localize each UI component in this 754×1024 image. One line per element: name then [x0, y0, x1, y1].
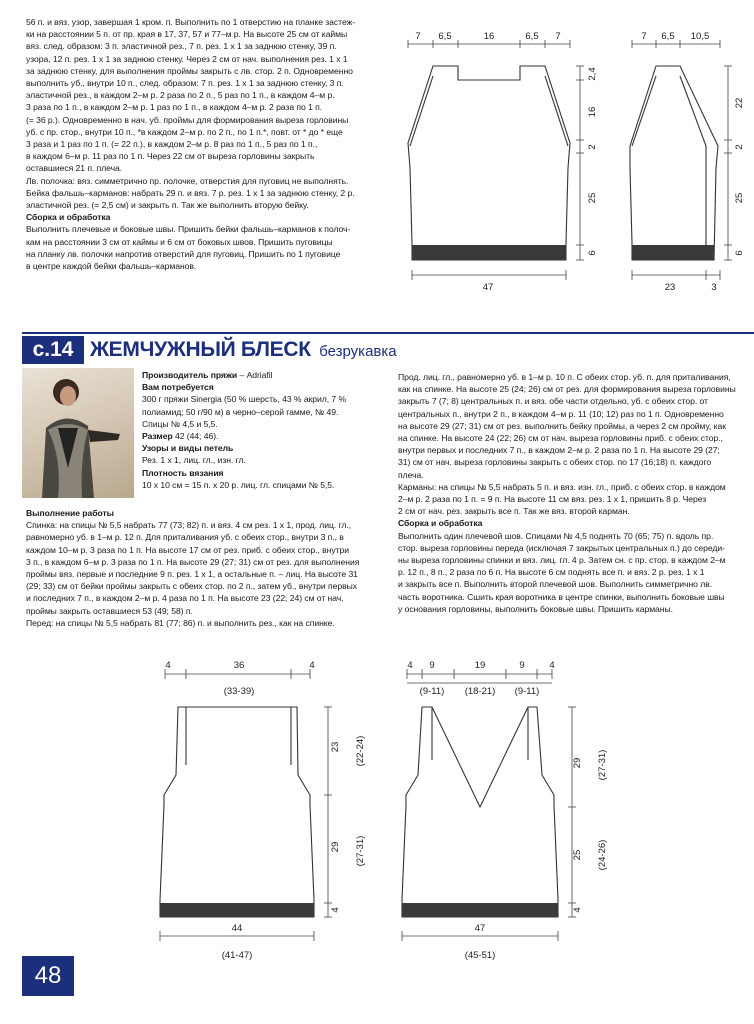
text-line: Перед: на спицы № 5,5 набрать 81 (77; 86) п. и выполнить рез., как на спинке.: [26, 617, 335, 628]
patterns-label: Узоры и виды петель: [142, 443, 234, 454]
front-top-dim-1: 7: [641, 31, 647, 42]
text-line: в каждом 6–м р. 11 раз по 1 п. Через 22 см от выреза горловины закрыть: [26, 151, 315, 162]
text-line: на спинке. На высоте 24 (22; 26) см от нач. выреза горловины приб. с обеих стор.,: [398, 433, 723, 444]
model-figure: [22, 368, 134, 498]
text-line: вяз. след. образом: 3 п. эластичной рез., 7 п. рез. 1 х 1 за заднюю стенку, 39 п.: [26, 41, 337, 52]
top-assembly-heading: Сборка и обработка: [26, 212, 111, 223]
schema-top-front: [620, 28, 754, 303]
size-label: Размер: [142, 431, 173, 442]
back-top-dim-1: 7: [415, 31, 421, 42]
text-line: как на спинке. На высоте 25 (24; 26) см от рез. для формирования выреза горловины: [398, 384, 736, 395]
back-bottom-dim: 47: [482, 282, 494, 293]
section-rule: [22, 332, 754, 334]
maker-value: – Adriafil: [237, 370, 273, 380]
back-top-w3: 4: [309, 660, 315, 671]
title-row: [90, 336, 397, 364]
text-line: проймы вяз. первые и последние 9 п. рез. 1 х 1, а остальные п. – лиц. На высоте 31: [26, 569, 358, 580]
front-top-w4: 9: [519, 660, 525, 671]
back-right-dim-4: 25: [587, 192, 598, 204]
text-line: 3 раза по 1 п., в каждом 2–м р. 1 раз по 1 п., в каждом 4–м р. 2 раза по 1 п.: [26, 102, 323, 113]
text-line: стор. выреза горловины переда (исключая 7 закрытых центральных п.) до середи-: [398, 542, 725, 553]
density-value: 10 х 10 см = 15 п. х 20 р. лиц. гл. спицами № 5,5.: [142, 479, 335, 490]
page-ref-box: [22, 336, 84, 364]
front-right-sub1: (27-31): [597, 749, 608, 781]
text-line: и последних 7 п., в каждом 2–м р. 4 раза по 1 п. На высоте 23 (22; 24) см от нач.: [26, 593, 344, 604]
text-line: выполнить уб., внутри 10 п., след. образом: 7 п. рез. 1 х 1 за заднюю стенку, 3 п.: [26, 78, 344, 89]
front-bottom-dim-1: 23: [664, 282, 676, 293]
text-line: плеча.: [398, 469, 424, 480]
front-top-w3: 19: [474, 660, 486, 671]
front-bottom-dim-2: 3: [711, 282, 717, 293]
text-line: проймы закрыть оставшиеся 53 (49; 58) п.: [26, 605, 193, 616]
text-line: Прод. лиц. гл., равномерно уб. в 1–м р. 10 п. С обеих стор. уб. п. для приталивания,: [398, 372, 731, 382]
page-number-box: [22, 956, 74, 996]
back-bottom-sub: (41-47): [221, 950, 253, 961]
front-right-dim-4: 6: [734, 250, 745, 256]
text-line: узора, 12 п. рез. 1 х 1 за заднюю стенку. Через 2 см от нач. выполнения рез. 1 х 1: [26, 53, 348, 64]
text-line: Выполнить плечевые и боковые швы. Пришить бейки фальшь–карманов к полоч-: [26, 224, 351, 235]
right-lines: [398, 371, 754, 517]
front-bottom-w: 47: [474, 923, 486, 934]
text-line: Лв. полочка: вяз. симметрично пр. полочке, отверстия для пуговиц не выполнять.: [26, 175, 349, 186]
back-top-w1: 4: [165, 660, 171, 671]
text-line: закрыть 7 (7; 8) центральных п. и вяз. обе части отдельно, уб. с обеих стор. от: [398, 396, 708, 407]
text-line: оставшиеся 21 п. плеча.: [26, 163, 123, 174]
need-lines: [142, 393, 394, 430]
front-top-w2: 9: [429, 660, 435, 671]
front-top-w5: 4: [549, 660, 555, 671]
density-label: Плотность вязания: [142, 467, 224, 478]
text-line: уб. с пр. стор., внутри 10 п., *в каждом 2–м р. по 2 п., по 1 п.*, повт. от * до * еще: [26, 126, 343, 137]
back-top-dim-4: 6,5: [525, 31, 539, 42]
text-line: полиамид; 50 г/90 м) в черно–серой гамме, № 49.: [142, 406, 339, 417]
front-right-h3: 4: [572, 907, 583, 913]
back-right-dim-5: 6: [587, 250, 598, 256]
text-line: 300 г пряжи Sinergia (50 % шерсть, 43 % акрил, 7 %: [142, 394, 347, 405]
text-line: Бейка фальшь–карманов: набрать 29 п. и вяз. 7 р. рез. 1 х 1 за заднюю стенку, 2 р.: [26, 187, 355, 198]
maker-label: Производитель пряжи: [142, 370, 238, 380]
back-top-dim-5: 7: [555, 31, 561, 42]
front-right-h2: 25: [572, 849, 583, 861]
back-right-dim-2: 16: [587, 106, 598, 118]
size-value: 42 (44; 46).: [172, 431, 219, 442]
back-right-dim-3: 2: [587, 144, 598, 150]
right-assembly-lines: [398, 530, 754, 615]
text-line: равномерно уб. в 1–м р. 12 п. Для приталивания уб. с обеих стор., внутри 3 п., в: [26, 532, 344, 543]
text-line: и закрыть все п. Выполнить второй плечевой шов. Выполнить симметрично лв.: [398, 579, 713, 590]
back-right-h2: 29: [330, 841, 341, 853]
text-line: ки на расстоянии 5 п. от пр. края в 17, 37, 57 и 77–м р. На высоте 25 см от каймы: [26, 29, 348, 40]
front-top-sub3: (9-11): [514, 686, 540, 697]
section-subtitle: безрукавка: [319, 343, 397, 360]
front-top-sub1: (9-11): [419, 686, 445, 697]
text-line: 2–м р. 2 раза по 1 п. = 9 п. На высоте 11 см вяз. рез. 1 х 1, пришить 8 р. Через: [398, 494, 707, 505]
back-top-w2: 36: [233, 660, 245, 671]
text-line: эластичной рез. (= 2,5 см) и закрыть п. Так же выполнить вторую бейку.: [26, 200, 309, 211]
top-text-block: [26, 16, 398, 272]
text-line: кам на расстоянии 3 см от каймы и 6 см от боковых швов. Пришить пуговицы: [26, 236, 333, 247]
top-assembly-lines: [26, 223, 398, 272]
front-right-dim-2: 2: [734, 144, 745, 150]
front-right-h1: 29: [572, 757, 583, 769]
text-line: р. 12 п., 8 п., 2 раза по 6 п. На высоте 6 см поднять все п. и вяз. 2 р. рез. 1 х 1: [398, 567, 705, 578]
text-line: в центре каждой бейки фальшь–карманов.: [26, 261, 197, 272]
top-text-lines: [26, 16, 398, 211]
text-line: Карманы: на спицы № 5,5 набрать 5 п. и вяз. изн. гл., приб. с обеих стор. в каждом: [398, 481, 726, 492]
text-line: Выполнить один плечевой шов. Спицами № 4,5 поднять 70 (65; 75) п. вдоль пр.: [398, 530, 714, 541]
section-title: ЖЕМЧУЖНЫЙ БЛЕСК: [90, 338, 311, 361]
back-right-sub2: (27-31): [355, 835, 366, 867]
front-top-dim-3: 10,5: [690, 31, 710, 42]
text-line: внутри первых и последних 7 п., в каждом 2–м р. 2 раза по 1 п. На высоте 29 (27;: [398, 445, 720, 456]
front-top-w1: 4: [407, 660, 413, 671]
work-lines: [26, 519, 398, 629]
text-line: 3 п., в каждом 6–м р. 3 раза по 1 п. На высоте 29 (27; 31) см от рез. для выполнения: [26, 556, 360, 567]
page-number: 48: [34, 962, 62, 989]
text-line: на высоте 29 (27; 31) см от рез. выполнить бейку проймы, а через 2 см пройму, как: [398, 420, 726, 431]
front-right-sub2: (24-26): [597, 839, 608, 871]
work-heading: Выполнение работы: [26, 508, 114, 518]
back-right-sub1: (22-24): [355, 735, 366, 767]
right-column-block: [398, 371, 754, 615]
schema-back: [150, 655, 380, 970]
page-ref: с.14: [32, 338, 74, 361]
front-top-dim-2: 6,5: [661, 31, 675, 42]
text-line: Спинка: на спицы № 5,5 набрать 77 (73; 82) п. и вяз. 4 см рез. 1 х 1, прод. лиц. гл.,: [26, 520, 352, 531]
front-top-sub2: (18-21): [464, 686, 496, 697]
schema-front: [392, 655, 622, 970]
front-right-dim-1: 22: [734, 97, 745, 109]
info-block: [142, 369, 394, 491]
back-right-h1: 23: [330, 741, 341, 753]
text-line: часть воротника. Сшить края воротника в центре спинки, выполнить боковые швы: [398, 591, 725, 602]
text-line: за заднюю стенку, для выполнения проймы закрыть с лв. стор. 2 п. Одновременно: [26, 65, 353, 76]
text-line: каждом 10–м р. 3 раза по 1 п. На высоте 17 см от рез. приб. с обеих стор., внутри: [26, 544, 349, 555]
back-right-h3: 4: [330, 907, 341, 913]
text-line: 3 раза и 1 раз по 1 п. (= 22 п.), в каждом 2–м р. 8 раз по 1 п., 5 раз по 1 п.,: [26, 139, 318, 150]
text-line: на планку лв. полочки напротив отверстий для пуговиц. Пришить по 1 пуговице: [26, 248, 341, 259]
back-top-dim-2: 6,5: [438, 31, 452, 42]
text-line: 31) см от нач. выреза горловины закрыть с обеих стор. по 17 (16;18) п. каждого: [398, 457, 712, 468]
text-line: ны выреза горловины спинки и вяз. лиц. гл. 4 р. Затем сн. с пр. стор. в каждом 2–м: [398, 555, 726, 566]
need-label: Вам потребуется: [142, 382, 214, 393]
back-bottom-w: 44: [231, 923, 243, 934]
text-line: Спицы № 4,5 и 5,5.: [142, 418, 218, 429]
text-line: у основания горловины, выполнить боковые швы. Пришить карманы.: [398, 603, 673, 614]
text-line: (29; 33) см от бейки проймы закрыть с обеих стор. по 2 п., затем уб., внутри первых: [26, 581, 357, 592]
back-top-dim-3: 16: [483, 31, 495, 42]
text-line: 2 см от нач. рез. закрыть все п. Так же вяз. второй карман.: [398, 506, 630, 517]
work-block: [26, 507, 398, 629]
text-line: 56 п. и вяз. узор, завершая 1 кром. п. Выполнить по 1 отверстию на планке застеж-: [26, 17, 356, 27]
front-right-dim-3: 25: [734, 192, 745, 204]
model-photo: [22, 368, 134, 498]
patterns-value: Рез. 1 х 1, лиц. гл., изн. гл.: [142, 455, 246, 466]
right-assembly-heading: Сборка и обработка: [398, 518, 483, 529]
back-right-dim-1: 2,4: [587, 67, 598, 81]
front-bottom-sub: (45-51): [464, 950, 496, 961]
schema-top-back: [400, 28, 600, 303]
text-line: эластичной рез., в каждом 2–м р. 2 раза по 2 п., 5 раз по 1 п., в каждом 4–м р.: [26, 90, 335, 101]
text-line: (= 36 р.). Одновременно в нач. уб. проймы для формирования выреза горловины: [26, 114, 349, 125]
back-top-sub: (33-39): [223, 686, 255, 697]
text-line: центральных п., внутри 2 п., в каждом 4–м р. 11 (10; 12) раз по 1 п. Одновременно: [398, 408, 724, 419]
